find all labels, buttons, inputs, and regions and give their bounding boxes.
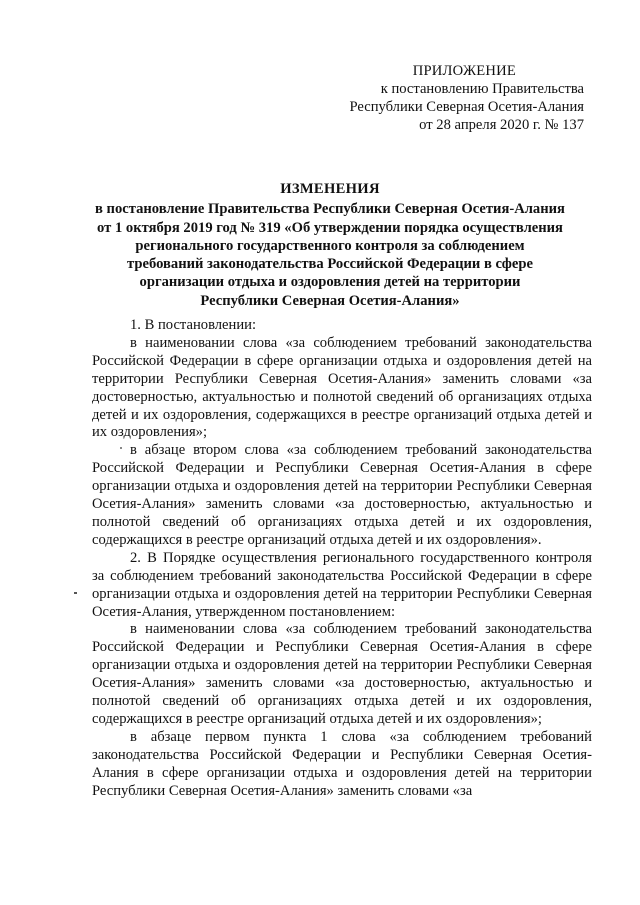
document-body <box>92 317 592 800</box>
body-paragraph: в наименовании слова «за соблюдением требований законодательства Российской Федерации в сфере организации отдыха и оздоровления детей на территории Республики Северная Осетия-Алания» заменить словами «за достоверностью, актуальностью и полнотой сведений об организациях отдыха детей и их оздоровления, содержащихся в реестре организаций отдыха детей и их оздоровления»; <box>92 334 592 441</box>
heading-line: в постановление Правительства Республики Северная Осетия-Алания <box>95 201 565 218</box>
scan-mark <box>74 592 77 594</box>
heading-line: Республики Северная Осетия-Алания» <box>200 292 460 309</box>
section-2-intro: 2. В Порядке осуществления регионального государственного контроля за соблюдением требований законодательства Российской Федерации в сфере организации отдыха и оздоровления детей на территории Республики Северная Осетия-Алания, утвержденном постановлением: <box>92 549 592 620</box>
heading-title: ИЗМЕНЕНИЯ <box>280 181 380 197</box>
section-1-intro: 1. В постановлении: <box>130 317 257 333</box>
heading-line: требований законодательства Российской Федерации в сфере <box>127 256 533 273</box>
body-paragraph: в абзаце втором слова «за соблюдением требований законодательства Российской Федерации и Республики Северная Осетия-Алания в сфере организации отдыха и оздоровления детей на территории Республики Северная Осетия-Алания» заменить словами «за достоверностью, актуальностью и полнотой сведений об организациях отдыха детей и их оздоровления, содержащихся в реестре организаций отдыха детей и их оздоровления». <box>92 442 592 548</box>
heading-line: регионального государственного контроля за соблюдением <box>135 237 525 254</box>
body-paragraph: в абзаце первом пункта 1 слова «за соблюдением требований законодательства Российской Федерации и Республики Северная Осетия-Алания в сфере организации отдыха и оздоровления детей на территории Республики Северная Осетия-Алания» заменить словами «за <box>92 728 592 799</box>
appendix-line-2: Республики Северная Осетия-Алания <box>349 99 584 115</box>
scan-speck <box>120 447 122 449</box>
document-heading <box>70 180 590 310</box>
heading-line: организации отдыха и оздоровления детей на территории <box>139 274 521 291</box>
appendix-block <box>324 62 584 134</box>
body-paragraph: в наименовании слова «за соблюдением требований законодательства Российской Федерации и Республики Северная Осетия-Алания в сфере организации отдыха и оздоровления детей на территории Республики Северная Осетия-Алания» заменить словами «за достоверностью, актуальностью и полнотой сведений об организациях отдыха детей и их оздоровления, содержащихся в реестре организаций отдыха детей и их оздоровления»; <box>92 621 592 727</box>
appendix-title: ПРИЛОЖЕНИЕ <box>412 63 516 79</box>
appendix-line-3: от 28 апреля 2020 г. № 137 <box>419 117 584 133</box>
heading-line: от 1 октября 2019 год № 319 «Об утверждении порядка осуществления <box>97 219 563 236</box>
appendix-line-1: к постановлению Правительства <box>380 81 584 97</box>
